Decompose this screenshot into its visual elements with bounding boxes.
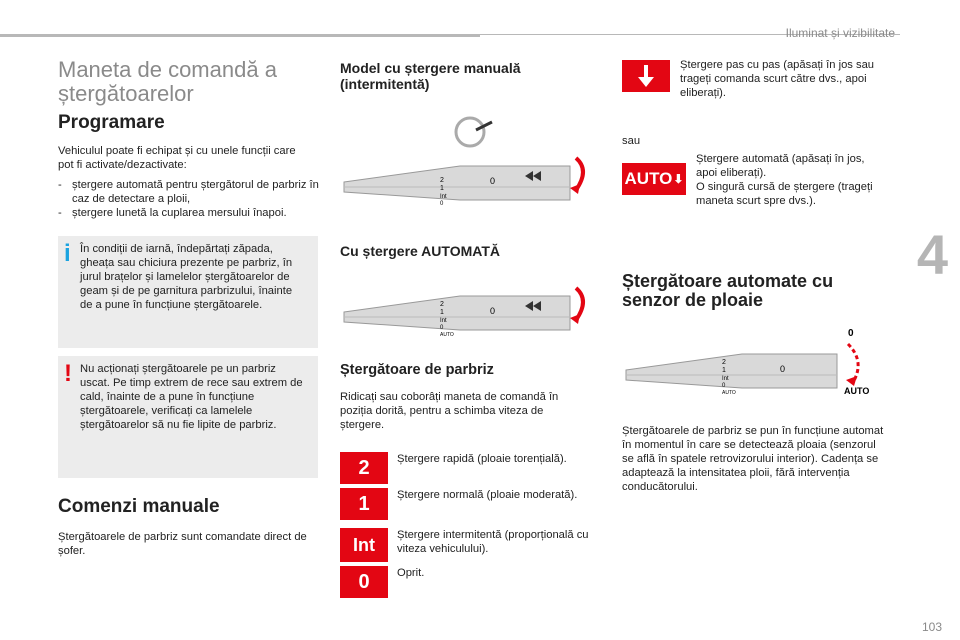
- rain-sensor-text: Ștergătoarele de parbriz se pun în funcțiune automat în momentul în care se detectează ploaia (senzorul se află în spatele retrovizorului interior). Cadența se adaptează la intensitatea ploii, fără intervenția conducătorului.: [622, 425, 884, 493]
- lever-label-1: 1: [440, 185, 444, 192]
- speed-desc-0: Oprit.: [397, 567, 425, 579]
- auto-heading: Cu ștergere AUTOMATĂ: [340, 243, 500, 259]
- sau-text: sau: [622, 135, 641, 147]
- speed-desc-2: Ștergere rapidă (ploaie torențială).: [397, 453, 567, 465]
- header-rule: [0, 34, 480, 37]
- lever-label-0: 0: [440, 325, 444, 331]
- lever-label-2: 2: [440, 301, 444, 308]
- speed-tile-int: Int: [340, 528, 388, 562]
- comenzi-text: Ștergătoarele de parbriz sunt comandate direct de șofer.: [58, 531, 307, 557]
- warning-note: [58, 356, 318, 478]
- list-item: - ștergere lunetă la cuplarea mersului înapoi.: [58, 206, 320, 220]
- lever-label-1: 1: [722, 367, 726, 374]
- speed-tile-1: 1: [340, 488, 388, 520]
- speed-desc-int: Ștergere intermitentă (proporțională cu viteza vehiculului).: [397, 529, 589, 555]
- lever-label-2: 2: [440, 177, 444, 184]
- info-note-text: În condiții de iarnă, îndepărtați zăpada, gheața sau chiciura prezente pe parbriz, în jurul brațelor și lamelelor ștergătoarelor de geam și de pe garnitura parbrizului, înainte de a pune în funcțiune ștergătoarele.: [80, 243, 293, 311]
- parbriz-heading: Ștergătoare de parbriz: [340, 362, 494, 378]
- info-icon: i: [64, 240, 71, 267]
- info-note: [58, 236, 318, 348]
- speed-tile-0: 0: [340, 566, 388, 598]
- page-title: Maneta de comandă a ștergătoarelor: [58, 57, 277, 106]
- step-tile: [622, 60, 670, 92]
- lever-label-0: 0: [440, 201, 444, 207]
- page-number: 103: [921, 620, 942, 634]
- lever-label-int: Int: [440, 194, 447, 200]
- auto-lever-illustration: [340, 272, 590, 352]
- chapter-number: 4: [916, 223, 948, 286]
- lever-label-2: 2: [722, 359, 726, 366]
- comenzi-heading: Comenzi manuale: [58, 496, 220, 517]
- lever-label-0: 0: [722, 383, 726, 389]
- auto-desc: Ștergere automată (apăsați în jos, apoi eliberați). O singură cursă de ștergere (trageți maneta scurt spre dvs.).: [696, 153, 873, 207]
- programare-list: [58, 178, 320, 220]
- auto-tile-label: AUTO: [624, 169, 673, 188]
- warning-note-text: Nu acționați ștergătoarele pe un parbriz uscat. Pe timp extrem de rece sau extrem de cald, înainte de a pune în funcțiune ștergătoarele, verificați ca lamelele ștergătoarelor să nu fie lipite de parbriz.: [80, 363, 303, 431]
- programare-heading: Programare: [58, 112, 165, 133]
- lever-label-auto: AUTO: [440, 332, 454, 338]
- rain-label-0: 0: [848, 328, 854, 339]
- steering-wheel-icon: [456, 118, 484, 146]
- arrow-down-icon: ⬇: [673, 172, 684, 186]
- arrow-down-icon: [638, 65, 654, 87]
- lever-label-1: 1: [440, 309, 444, 316]
- lever-label-auto: AUTO: [722, 390, 736, 396]
- parbriz-text: Ridicați sau coborâți maneta de comandă în poziția dorită, pentru a schimba viteza de ștergere.: [340, 391, 559, 431]
- ring-label-0: 0: [490, 306, 496, 316]
- lever-label-int: Int: [440, 318, 447, 324]
- rain-label-auto: AUTO: [844, 386, 870, 396]
- manual-heading: Model cu ștergere manuală (intermitentă): [340, 60, 521, 92]
- rain-lever-illustration: [622, 322, 872, 412]
- auto-tile: [622, 163, 686, 195]
- ring-label-0: 0: [490, 176, 496, 186]
- lever-label-int: Int: [722, 376, 729, 382]
- speed-desc-1: Ștergere normală (ploaie moderată).: [397, 489, 578, 501]
- list-item: - ștergere automată pentru ștergătorul de parbriz în caz de detectare a ploii,: [58, 178, 320, 206]
- speed-tile-2: 2: [340, 452, 388, 484]
- running-title: Iluminat și vizibilitate: [785, 26, 895, 40]
- ring-label-0: 0: [780, 364, 786, 374]
- step-desc: Ștergere pas cu pas (apăsați în jos sau trageți comanda scurt către dvs., apoi eliberați).: [680, 59, 875, 99]
- rain-sensor-heading: Ștergătoare automate cu senzor de ploaie: [622, 271, 834, 310]
- warning-icon: !: [64, 360, 72, 387]
- manual-lever-illustration: [340, 112, 590, 220]
- programare-intro: Vehiculul poate fi echipat și cu unele funcții care pot fi activate/dezactivate:: [58, 145, 296, 171]
